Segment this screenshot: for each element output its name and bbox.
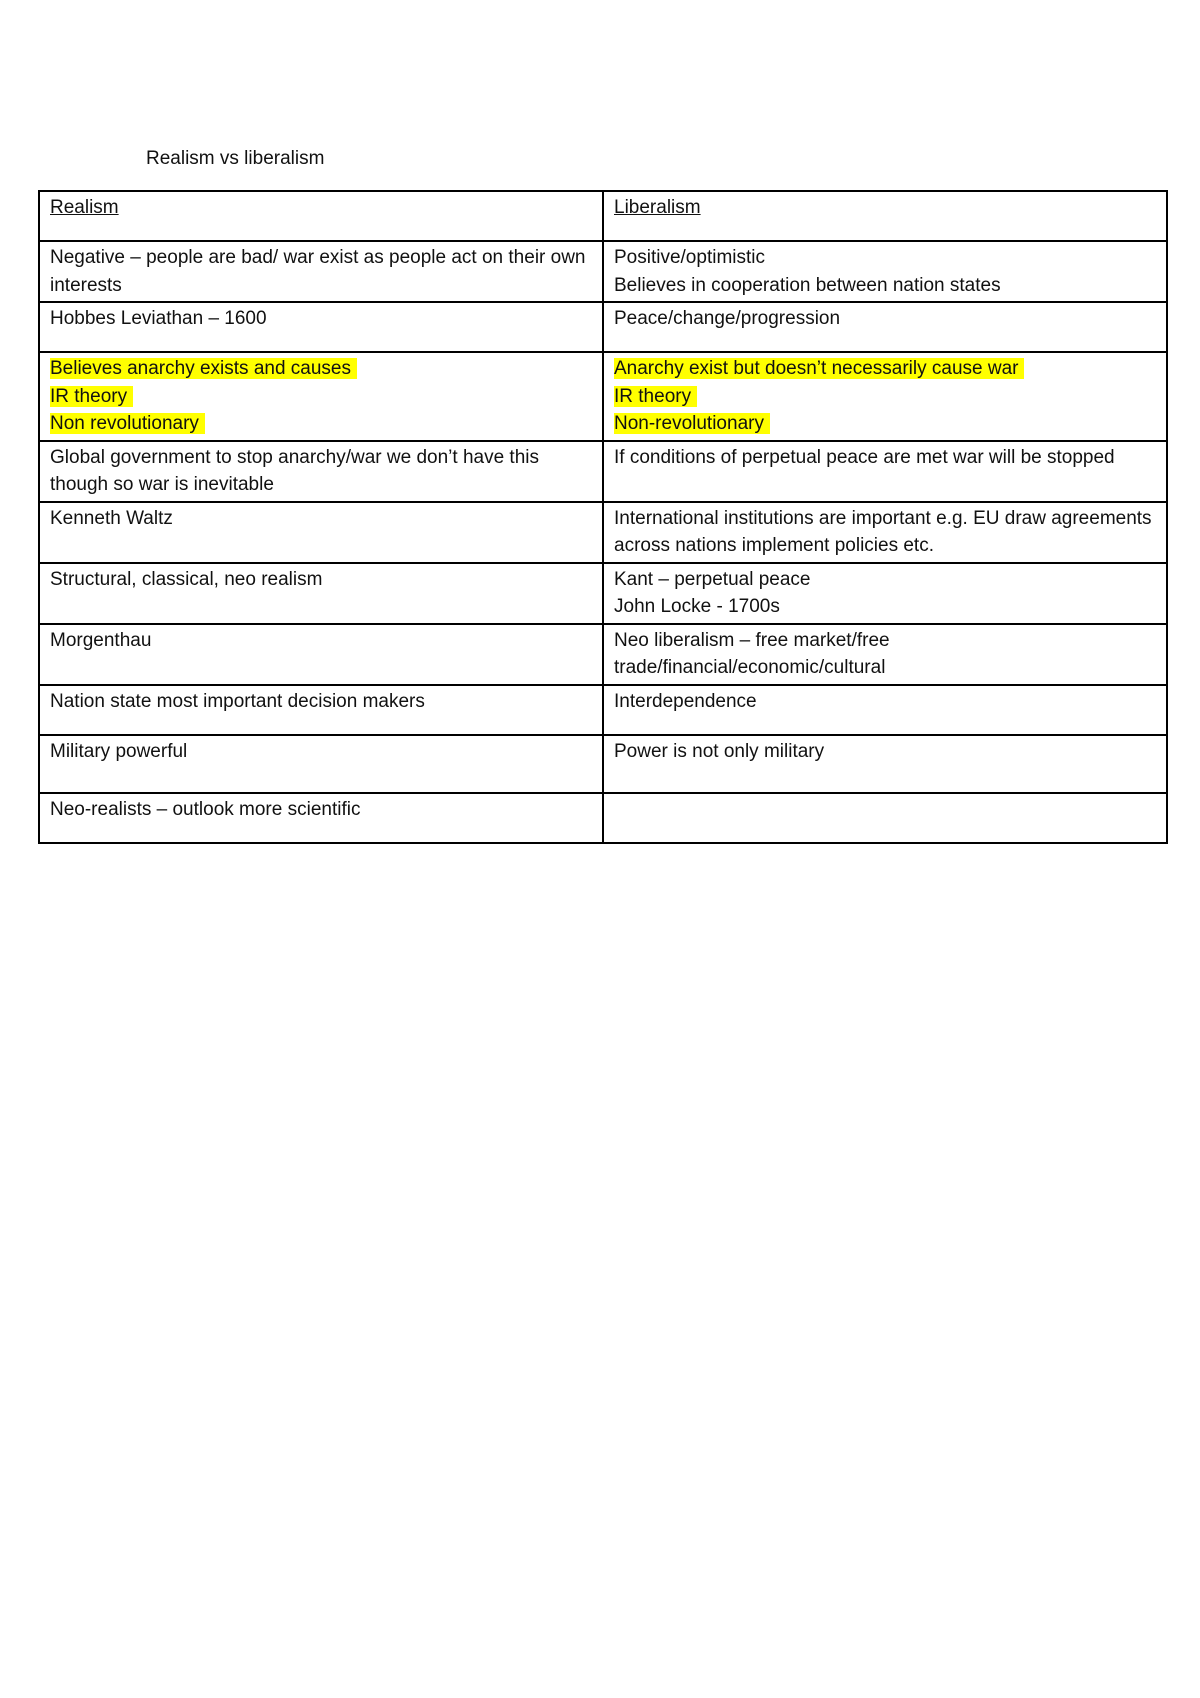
cell-line-wrap [50,796,592,824]
cell-line-wrap [50,244,592,299]
realism-cell [39,241,603,302]
cell-text: John Locke - 1700s [614,596,780,617]
cell-text: Non revolutionary [50,413,205,434]
cell-line-wrap [50,688,592,716]
cell-line-wrap [614,738,1156,766]
cell-text: Military powerful [50,740,188,762]
cell-line-wrap [614,305,1156,333]
realism-cell [39,302,603,352]
liberalism-cell [603,352,1167,441]
cell-text: IR theory [614,386,697,407]
cell-text: Power is not only military [614,740,825,762]
cell-text: Structural, classical, neo realism [50,568,323,590]
cell-text: Negative – people are bad/ war exist as people act on their own interests [50,247,586,296]
cell-line-wrap [614,688,1156,716]
cell-line-wrap [50,627,592,655]
liberalism-cell [603,502,1167,563]
cell-text: Kant – perpetual peace [614,568,811,590]
cell-text: Kenneth Waltz [50,507,173,529]
realism-cell [39,685,603,735]
table-row [39,352,1167,441]
cell-line-wrap [50,355,592,383]
cell-line-wrap [614,383,1156,411]
cell-text: Neo-realists – outlook more scientific [50,798,361,820]
cell-line-wrap [50,305,592,333]
cell-line-wrap [614,272,1156,300]
cell-line-wrap [614,410,1156,438]
cell-text: Believes in cooperation between nation states [614,274,1001,296]
liberalism-cell [603,441,1167,502]
table-row [39,563,1167,624]
table-header-row [39,191,1167,241]
cell-line-wrap [50,383,592,411]
cell-text: Nation state most important decision makers [50,690,425,712]
cell-text: Global government to stop anarchy/war we don’t have this though so war is inevitable [50,446,539,495]
cell-text: Believes anarchy exists and causes [50,358,357,379]
realism-cell [39,441,603,502]
cell-line-wrap [50,505,592,533]
cell-text: Morgenthau [50,629,152,651]
table-row [39,624,1167,685]
cell-line-wrap [614,244,1156,272]
cell-line-wrap [614,566,1156,594]
liberalism-cell [603,302,1167,352]
table-row [39,441,1167,502]
cell-line-wrap [50,738,592,766]
cell-text: Peace/change/progression [614,308,841,329]
liberalism-cell [603,563,1167,624]
liberalism-cell [603,685,1167,735]
liberalism-cell [603,735,1167,793]
realism-cell [39,502,603,563]
table-row [39,302,1167,352]
cell-text: Positive/optimistic [614,247,765,268]
cell-text: Non-revolutionary [614,413,770,434]
cell-text: Neo liberalism – free market/free trade/financial/economic/cultural [614,629,890,678]
liberalism-cell [603,624,1167,685]
cell-line-wrap [614,355,1156,383]
cell-line-wrap [50,444,592,499]
table-row [39,502,1167,563]
realism-cell [39,624,603,685]
header-realism: Realism [50,197,119,218]
cell-line-wrap [50,410,592,438]
cell-text: If conditions of perpetual peace are met war will be stopped [614,446,1115,468]
liberalism-cell [603,793,1167,843]
page-title: Realism vs liberalism [146,148,325,169]
realism-cell [39,735,603,793]
cell-line-wrap [614,444,1156,472]
cell-text: Anarchy exist but doesn’t necessarily cause war [614,358,1024,379]
realism-cell [39,352,603,441]
comparison-table [38,190,1168,844]
realism-cell [39,563,603,624]
cell-text: Interdependence [614,690,757,712]
header-cell-liberalism [603,191,1167,241]
realism-cell [39,793,603,843]
cell-line-wrap [614,505,1156,560]
cell-text: Hobbes Leviathan – 1600 [50,308,267,329]
table-row [39,793,1167,843]
cell-line-wrap [614,627,1156,682]
header-cell-realism [39,191,603,241]
liberalism-cell [603,241,1167,302]
table-row [39,241,1167,302]
table-row [39,735,1167,793]
cell-text: IR theory [50,386,133,407]
cell-line-wrap [50,566,592,594]
table-row [39,685,1167,735]
header-liberalism: Liberalism [614,197,701,218]
cell-line-wrap [614,593,1156,621]
cell-text: International institutions are important e.g. EU draw agreements across nations implement policies etc. [614,507,1152,556]
